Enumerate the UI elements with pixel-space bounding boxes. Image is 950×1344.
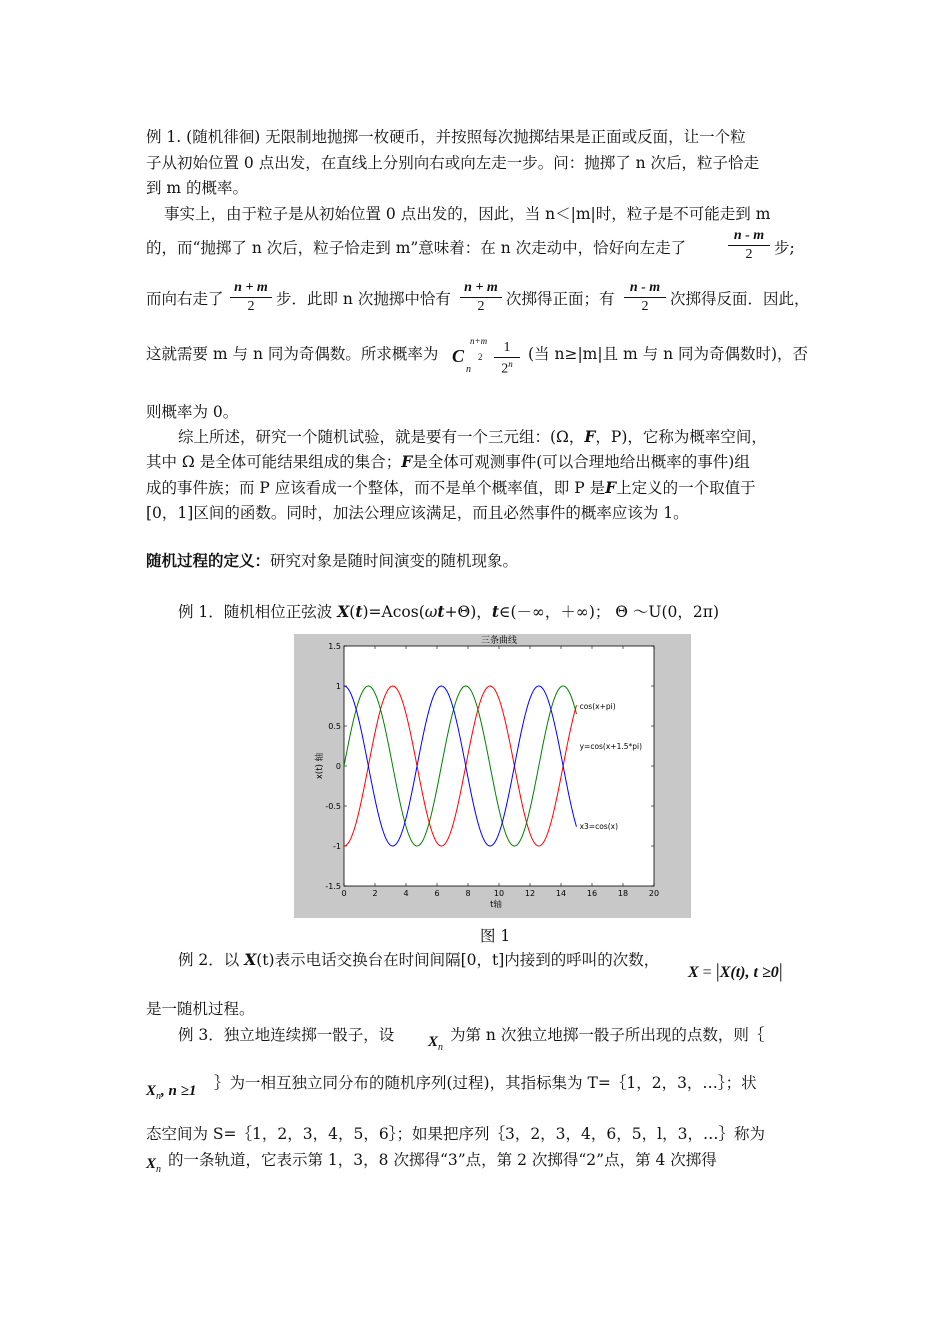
x-tick-label: 18: [617, 889, 629, 898]
example-1-line-3: 到 m 的概率。: [146, 179, 249, 197]
p2-line-1: 事实上，由于粒子是从初始位置 0 点出发的，因此，当 n＜|m|时，粒子是不可能走到 m: [164, 205, 771, 223]
example-1-line-2: 子从初始位置 0 点出发，在直线上分别向右或向左走一步。问：抛掷了 n 次后，粒子恰走: [146, 154, 760, 172]
p3-line-1: 综上所述，研究一个随机试验，就是要有一个三元组：(Ω，F，P)，它称为概率空间，: [178, 427, 767, 446]
binomial-c-sup: n+m: [470, 336, 488, 346]
p2-line-4b: (当 n≥|m|且 m 与 n 同为奇偶数时)，否: [528, 345, 809, 363]
p2-line-2: 的，而“抛掷了 n 次后，粒子恰走到 m”意味着：在 n 次走动中，恰好向左走了: [146, 239, 687, 257]
ex3-line-4: 的一条轨道，它表示第 1，3，8 次掷得“3”点，第 2 次掷得“2”点，第 4 次掷得: [168, 1151, 717, 1169]
y-tick-label: -0.5: [325, 802, 341, 811]
plot-area: [344, 646, 654, 886]
definition-line: 随机过程的定义：研究对象是随时间演变的随机现象。: [146, 551, 519, 570]
ex3-line-1b: 为第 n 次独立地掷一骰子所出现的点数，则｛: [450, 1026, 765, 1044]
p2-line-5: 则概率为 0。: [146, 403, 239, 421]
x-tick-label: 2: [372, 889, 378, 898]
x-tick-label: 12: [524, 889, 536, 898]
ex3-xn-2: $X_n$, n ≥1: [146, 1083, 197, 1102]
x-tick-label: 14: [555, 889, 567, 898]
fraction-n-minus-m-2: $\frac{n - m}{2}$: [624, 280, 666, 315]
binomial-c: C: [452, 346, 465, 366]
y-axis-label: x(t) 轴: [315, 752, 325, 780]
ex3-line-1a: 例 3．独立地连续掷一骰子，设: [178, 1026, 395, 1044]
y-tick-label: 0: [335, 762, 341, 771]
x-tick-label: 6: [434, 889, 440, 898]
ex3-xn-3: $X_n$: [146, 1156, 162, 1175]
x-axis-label: t轴: [490, 900, 502, 910]
x-tick-label: 20: [648, 889, 660, 898]
p2-line-3b: 步．此即 n 次抛掷中恰有: [276, 290, 451, 308]
x-tick-label: 0: [341, 889, 347, 898]
y-tick-label: -1: [333, 842, 341, 851]
y-tick-label: 0.5: [328, 722, 341, 731]
chart-title: 三条曲线: [480, 636, 518, 646]
x-tick-label: 8: [465, 889, 471, 898]
ex3-xn-1: $X_n$: [428, 1034, 444, 1053]
ex3-line-3: 态空间为 S=｛1，2，3，4，5，6｝；如果把序列｛3，2，3，4，6，5，l，3，…｝称为: [146, 1125, 765, 1143]
ex2-line-2: 是一随机过程。: [146, 1000, 255, 1018]
fraction-n-plus-m-2: $\frac{n + m}{2}$: [460, 280, 502, 315]
chart-svg: [294, 634, 691, 918]
x-tick-label: 16: [586, 889, 598, 898]
ex1-line: 例 1．随机相位正弦波 X(t)=Acos(ωt+Θ)，t∈(－∞，＋∞)； Θ ～U(0，2π): [178, 602, 720, 621]
y-tick-label: 1: [335, 682, 341, 691]
series-label-1: cos(x+pi): [579, 702, 616, 711]
ex3-line-2: ｝为一相互独立同分布的随机序列(过程)，其指标集为 T=｛1，2，3，…｝；状: [214, 1074, 757, 1092]
p2-line-3a: 而向右走了: [146, 290, 224, 308]
binomial-c-sub: n: [466, 364, 471, 375]
p3-line-4: [0，1]区间的函数。同时，加法公理应该满足，而且必然事件的概率应该为 1。: [146, 504, 689, 522]
y-tick-label: 1.5: [328, 642, 341, 651]
y-tick-label: -1.5: [325, 882, 341, 891]
p3-line-2: 其中 Ω 是全体可能结果组成的集合；F是全体可观测事件(可以合理地给出概率的事件)组: [146, 452, 750, 471]
fraction-n-plus-m-1: $\frac{n + m}{2}$: [230, 280, 272, 315]
p2-line-3c: 次掷得正面；有: [506, 290, 615, 308]
ex2-line-1: 例 2．以 X(t)表示电话交换台在时间间隔[0，t]内接到的呼叫的次数，: [178, 950, 660, 969]
figure-1-chart: [294, 634, 691, 918]
p3-line-3: 成的事件族；而 P 应该看成一个整体，而不是单个概率值，即 P 是F上定义的一个取值于: [146, 478, 756, 497]
x-tick-label: 10: [493, 889, 505, 898]
p2-line-2-end: 步;: [774, 239, 795, 257]
fraction-one-over-2n: $\frac{1}{2^n}$: [494, 340, 520, 378]
figure-caption: 图 1: [480, 927, 511, 945]
x-tick-label: 4: [403, 889, 409, 898]
p2-line-3d: 次掷得反面．因此，: [670, 290, 810, 308]
p2-line-4a: 这就需要 m 与 n 同为奇偶数。所求概率为: [146, 345, 439, 363]
fraction-n-minus-m-1: $\frac{n - m}{2}$: [728, 228, 770, 263]
series-label-2: y=cos(x+1.5*pi): [579, 742, 643, 751]
series-label-3: x3=cos(x): [579, 822, 619, 831]
binomial-c-sup-den: 2: [478, 352, 483, 362]
ex2-formula: X = |X(t), t ≥0|: [688, 960, 783, 982]
example-1-line-1: 例 1. (随机徘徊) 无限制地抛掷一枚硬币，并按照每次抛掷结果是正面或反面，让一个粒: [146, 128, 746, 146]
